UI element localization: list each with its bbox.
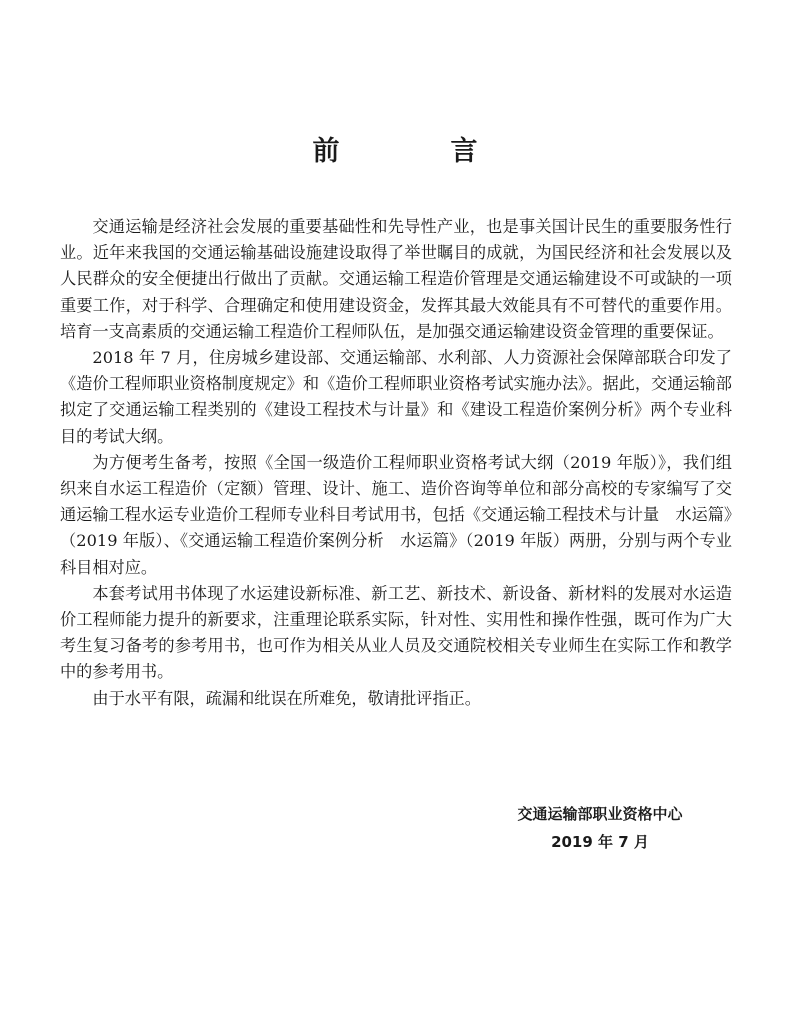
paragraph-3: 为方便考生备考，按照《全国一级造价工程师职业资格考试大纲（2019 年版）》，我们组织来自水运工程造价（定额）管理、设计、施工、造价咨询等单位和部分高校的专家编写了交通运输工程水运专业造价工程师专业科目考试用书，包括《交通运输工程技术与计量 水运篇》（2019 年版）、《交通运输工程造价案例分析 水运篇》（2019 年版）两册，分别与两个专业科目相对应。 (60, 452, 732, 577)
paragraph-5: 由于水平有限，疏漏和纰误在所难免，敬请批评指正。 (92, 688, 481, 708)
signature-org: 交通运输部职业资格中心 (517, 805, 683, 823)
paragraph-1: 交通运输是经济社会发展的重要基础性和先导性产业，也是事关国计民生的重要服务性行业。近年来我国的交通运输基础设施建设取得了举世瞩目的成就，为国民经济和社会发展以及人民群众的安全便捷出行做出了贡献。交通运输工程造价管理是交通运输建设不可或缺的一项重要工作，对于科学、合理确定和使用建设资金，发挥其最大效能具有不可替代的重要作用。培育一支高素质的交通运输工程造价工程师队伍，是加强交通运输建设资金管理的重要保证。 (60, 217, 732, 341)
preface-body (60, 214, 732, 712)
page-title: 前 言 (312, 136, 520, 167)
signature-date: 2019 年 7 月 (551, 833, 649, 851)
paragraph-4: 本套考试用书体现了水运建设新标准、新工艺、新技术、新设备、新材料的发展对水运造价工程师能力提升的新要求，注重理论联系实际，针对性、实用性和操作性强，既可作为广大考生复习备考的参考用书，也可作为相关从业人员及交通院校相关专业师生在实际工作和教学中的参考用书。 (60, 583, 732, 682)
paragraph-2: 2018 年 7 月，住房城乡建设部、交通运输部、水利部、人力资源社会保障部联合印发了《造价工程师职业资格制度规定》和《造价工程师职业资格考试实施办法》。据此，交通运输部拟定了交通运输工程类别的《建设工程技术与计量》和《建设工程造价案例分析》两个专业科目的考试大纲。 (60, 348, 732, 446)
signature-block (480, 800, 720, 856)
